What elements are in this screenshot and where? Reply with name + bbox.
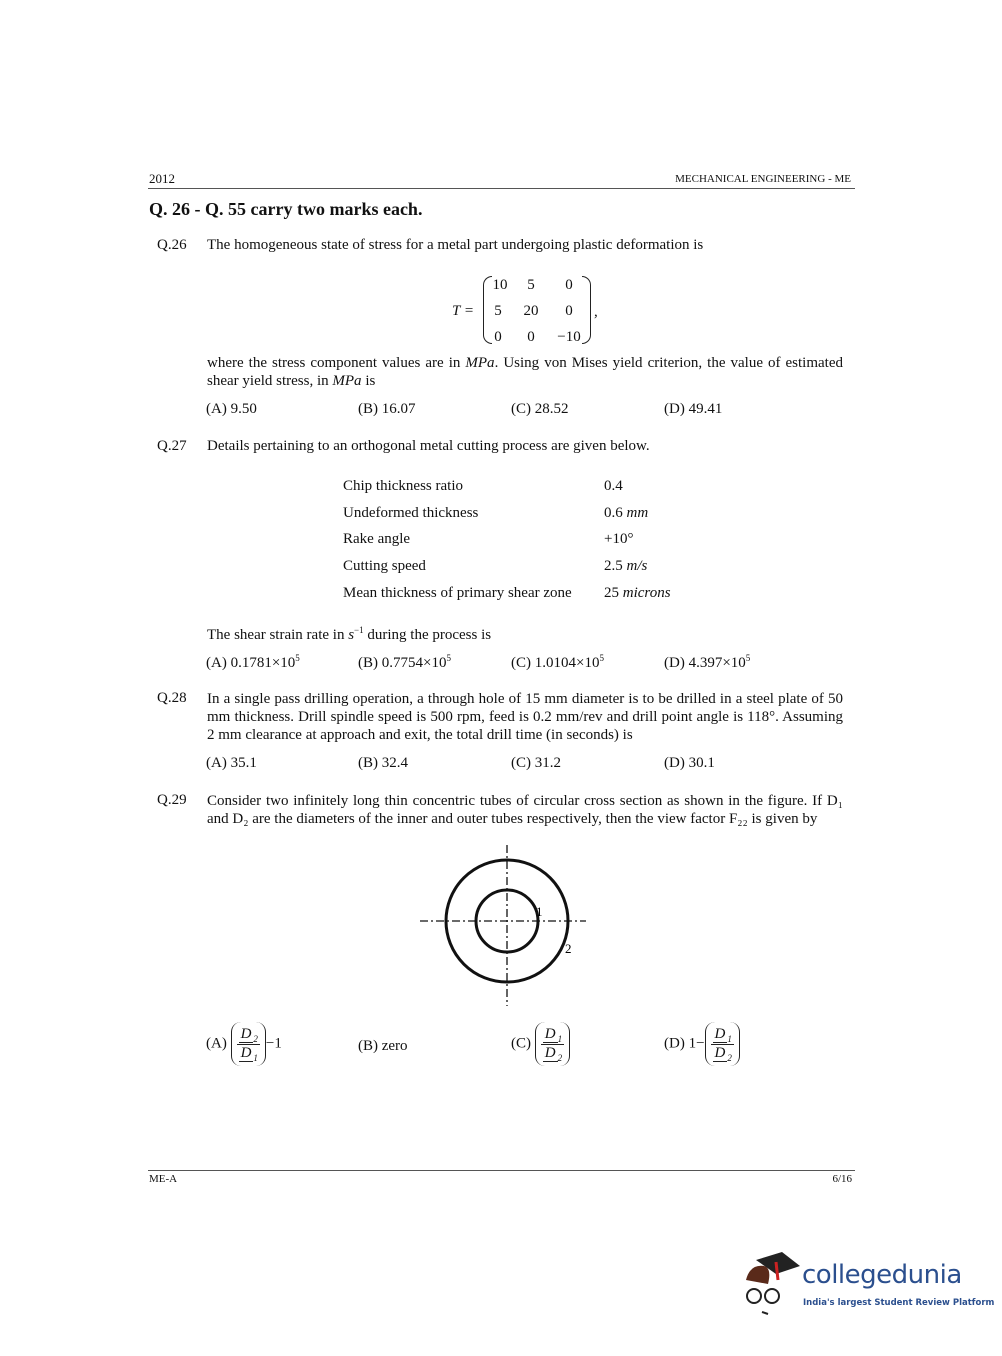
q26-option-c[interactable]: (C) 28.52 [511, 401, 569, 417]
q28-option-c[interactable]: (C) 31.2 [511, 755, 561, 771]
q28-number: Q.28 [157, 690, 187, 706]
mascot-icon [742, 1250, 802, 1318]
q29-option-d[interactable]: (D) 1− $\frac{D _1}{D _2}$ [664, 1022, 740, 1066]
logo-tagline: India's largest Student Review Platform [803, 1298, 995, 1308]
q26-option-a[interactable]: (A) 9.50 [206, 401, 257, 417]
q27-option-a[interactable]: (A) $0.1781\times 10^5$ [206, 653, 300, 671]
label-tube-1: 1 [536, 904, 543, 919]
footer-code: ME-A [149, 1173, 178, 1185]
header-year: 2012 [149, 171, 175, 186]
q27-number: Q.27 [157, 438, 187, 454]
logo-wordmark: collegedunia [802, 1260, 962, 1290]
q29-text: Consider two infinitely long thin concentric tubes of circular cross section as shown in the figure. If D₁ and D₂ are the diameters of the inner and outer tubes respectively, then the view factor F₂₂ is given by [207, 793, 843, 827]
q26-text: The homogeneous state of stress for a metal part undergoing plastic deformation is [207, 237, 704, 253]
q29-option-c[interactable]: (C) $\frac{D _1}{D _2}$ [511, 1022, 570, 1066]
footer-rule [148, 1170, 855, 1171]
collegedunia-logo [742, 1250, 995, 1320]
q28-option-b[interactable]: (B) 32.4 [358, 755, 408, 771]
q27-option-d[interactable]: (D) $4.397\times 10^5$ [664, 653, 751, 671]
q27-option-c[interactable]: (C) $1.0104\times 10^5$ [511, 653, 604, 671]
footer-page: 6/16 [832, 1173, 852, 1185]
exam-page: 2012 MECHANICAL ENGINEERING - ME Q. 26 - Q. 55 carry two marks each. Q.26 The homogeneous state of stress for a metal part undergoing plastic deformation is T = 10 5 0 5 20 0 0 0 −10 , where the stress component values are in MPa. Using von Mises yield criterion, the value of estimated shear yield stress, in MPa is (A) 9.50 (B) 16.07 (C) 28.52 (D) 49.41 Q.27 Details pertaining to an orthogonal metal cutting process are given below. Chip thickness ratio 0.4 Undeformed thickness 0.6 mm Rake angle +10° Cutting speed 2.5 m/s Mean thickness of primary shear zone 25 microns The shear strain rate in $s^{-1}$ during the process is (A) $0.1781\times 10^5$ (B) $0.7754\times 10^5$ (C) $1.0104\times 10^5$ (D) $4.397\times 10^5$ Q.28 In a single pass drilling operation, a through hole of 15 mm diameter is to be drilled in a steel plate of 50 mm thickness. Drill spindle speed is 500 rpm, feed is 0.2 mm/rev and drill point angle is 118°. Assuming 2 mm clearance at approach and exit, the total drill time (in seconds) is (A) 35.1 (B) 32.4 (C) 31.2 (D) 30.1 Q.29 Consider two infinitely long thin concentric tubes of circular cross section as shown in the figure. If D₁ and D₂ are the diameters of the inner and outer tubes respectively, then the view factor F₂₂ is given by 1 2 (A) $\frac{D _2}{D _1}$ −1 (B) zero (C) $\frac{D _1}{D _2}$ (D) 1− $\frac{D _1}{D _2}$ ME-A 6/16 collegedunia India's largest Student Review Platform [0, 0, 1002, 1356]
header-rule [148, 188, 855, 189]
q29-option-b[interactable]: (B) zero [358, 1038, 408, 1054]
q26-option-d[interactable]: (D) 49.41 [664, 401, 723, 417]
concentric-tubes-figure [410, 840, 600, 1010]
q28-option-a[interactable]: (A) 35.1 [206, 755, 257, 771]
header-subject: MECHANICAL ENGINEERING - ME [675, 173, 851, 185]
q26-number: Q.26 [157, 237, 187, 253]
q27-option-b[interactable]: (B) $0.7754\times 10^5$ [358, 653, 451, 671]
q26-text-2: where the stress component values are in MPa. Using von Mises yield criterion, the value of estimated shear yield stress, in MPa is [207, 355, 843, 389]
q27-text-2: The shear strain rate in $s^{-1}$ during the process is [207, 625, 492, 643]
label-tube-2: 2 [565, 941, 572, 956]
q28-option-d[interactable]: (D) 30.1 [664, 755, 715, 771]
q26-option-b[interactable]: (B) 16.07 [358, 401, 416, 417]
q29-number: Q.29 [157, 792, 187, 808]
q29-option-a[interactable]: (A) $\frac{D _2}{D _1}$ −1 [206, 1022, 282, 1066]
matrix-label: T = [452, 303, 474, 319]
section-title: Q. 26 - Q. 55 carry two marks each. [149, 199, 423, 219]
stress-matrix: 10 5 0 5 20 0 0 0 −10 [483, 276, 591, 346]
q28-text: In a single pass drilling operation, a through hole of 15 mm diameter is to be drilled in a steel plate of 50 mm thickness. Drill spindle speed is 500 rpm, feed is 0.2 mm/rev and drill point angle is 118°. Assuming 2 mm clearance at approach and exit, the total drill time (in seconds) is [207, 691, 843, 743]
q27-text: Details pertaining to an orthogonal metal cutting process are given below. [207, 438, 650, 454]
